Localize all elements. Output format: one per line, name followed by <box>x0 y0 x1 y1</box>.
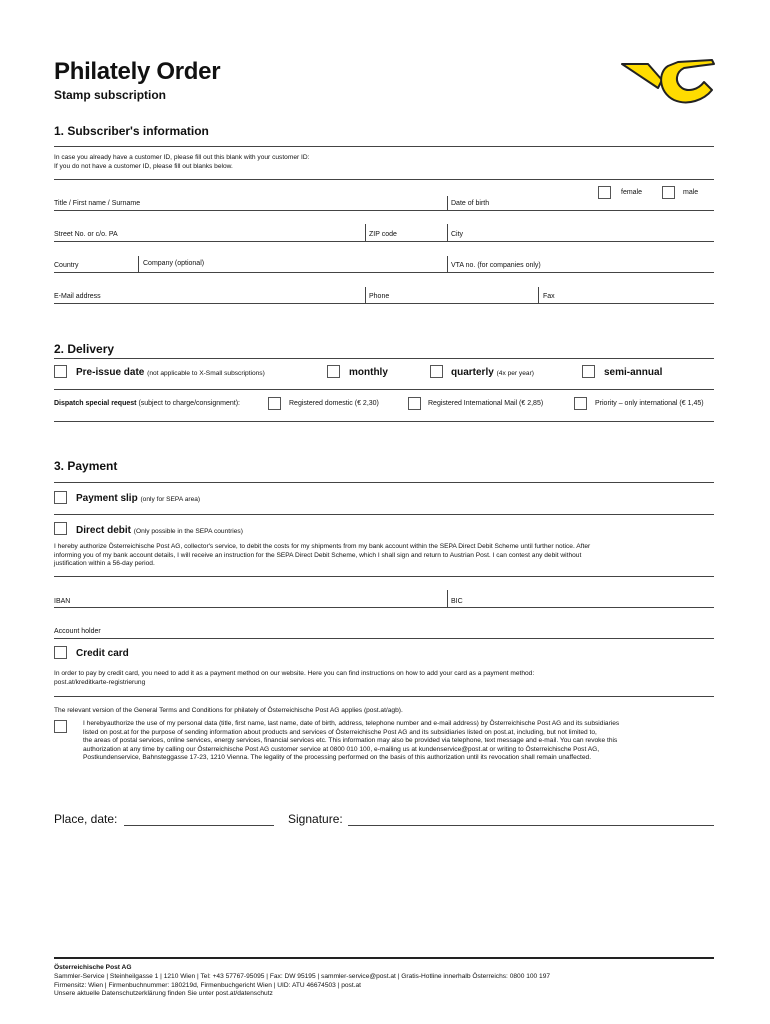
footer-company: Österreichische Post AG <box>54 964 132 971</box>
registered-domestic-label: Registered domestic (€ 2,30) <box>289 400 379 407</box>
post-horn-logo-icon <box>618 58 716 108</box>
country-label: Country <box>54 262 79 269</box>
signature-field[interactable] <box>348 825 714 826</box>
dob-label: Date of birth <box>451 200 490 207</box>
direct-debit-checkbox[interactable] <box>54 522 67 535</box>
preissue-checkbox[interactable] <box>54 365 67 378</box>
footer-line-3: Unsere aktuelle Datenschutzerklärung finden Sie unter post.at/datenschutz <box>54 990 273 998</box>
monthly-label: monthly <box>349 367 388 378</box>
intro-line-2: If you do not have a customer ID, please fill out blanks below. <box>54 163 233 170</box>
semiannual-checkbox[interactable] <box>582 365 595 378</box>
semiannual-label: semi-annual <box>604 367 663 378</box>
credit-card-checkbox[interactable] <box>54 646 67 659</box>
street-field[interactable] <box>54 241 714 242</box>
footer <box>54 964 724 999</box>
registered-international-label: Registered International Mail (€ 2,85) <box>428 400 544 407</box>
zip-label: ZIP code <box>369 231 397 238</box>
city-label: City <box>451 231 464 238</box>
street-label: Street No. or c/o. PA <box>54 231 118 238</box>
consent-checkbox[interactable] <box>54 720 67 733</box>
footer-line-2: Firmensitz: Wien | Firmenbuchnummer: 180219d, Firmenbuchgericht Wien | UID: ATU 46674503 | post.at <box>54 981 361 989</box>
registered-domestic-checkbox[interactable] <box>268 397 281 410</box>
customer-id-field[interactable] <box>54 179 714 180</box>
vta-label: VTA no. (for companies only) <box>451 262 541 269</box>
payment-slip-label: Payment slip (only for SEPA area) <box>76 493 201 504</box>
section-delivery-heading: 2. Delivery <box>54 342 115 356</box>
preissue-label: Pre-issue date (not applicable to X-Small subscriptions) <box>76 367 265 378</box>
quarterly-checkbox[interactable] <box>430 365 443 378</box>
male-checkbox[interactable] <box>662 186 675 199</box>
direct-debit-text: I hereby authorize Österreichische Post AG, collector's service, to debit the costs for my shipments from my bank account within the SEPA Direct Debit Scheme until further notice. After informing you of my bank account details, I will receive an instruction for the SEPA Direct Debit Scheme, which I shall sign and return to Austrian Post. I can contest any debit without justification within a 56-day period. <box>54 543 591 568</box>
male-label: male <box>683 189 699 196</box>
section-payment-heading: 3. Payment <box>54 459 118 473</box>
phone-label: Phone <box>369 293 390 300</box>
iban-field[interactable] <box>54 607 714 608</box>
direct-debit-label: Direct debit (Only possible in the SEPA countries) <box>76 525 243 536</box>
page-subtitle: Stamp subscription <box>54 88 167 102</box>
email-field[interactable] <box>54 303 714 304</box>
place-date-label: Place, date: <box>54 812 118 826</box>
country-field[interactable] <box>54 272 714 273</box>
place-date-field[interactable] <box>124 825 274 826</box>
payment-slip-checkbox[interactable] <box>54 491 67 504</box>
name-label: Title / First name / Surname <box>54 200 141 207</box>
page-title: Philately Order <box>54 58 221 85</box>
fax-label: Fax <box>543 293 555 300</box>
dispatch-label: Dispatch special request (subject to charge/consignment): <box>54 400 240 407</box>
intro-line-1: In case you already have a customer ID, please fill out this blank with your customer ID: <box>54 154 310 161</box>
registered-international-checkbox[interactable] <box>408 397 421 410</box>
female-label: female <box>621 189 643 196</box>
iban-label: IBAN <box>54 598 71 605</box>
footer-line-1: Sammler-Service | Steinheilgasse 1 | 1210 Wien | Tel: +43 57767-95095 | Fax: DW 95195 | sammler-service@post.at | Gratis-Hotline innerhalb Österreichs: 0800 100 197 <box>54 972 551 980</box>
bic-label: BIC <box>451 598 463 605</box>
name-field[interactable] <box>54 210 714 211</box>
monthly-checkbox[interactable] <box>327 365 340 378</box>
credit-card-text: In order to pay by credit card, you need to add it as a payment method on our website. Here you can find instructions on how to add your card as a payment method: post.at/kreditkarte-registrierung <box>54 670 535 686</box>
female-checkbox[interactable] <box>598 186 611 199</box>
holder-label: Account holder <box>54 628 101 635</box>
credit-card-label: Credit card <box>76 648 129 659</box>
priority-checkbox[interactable] <box>574 397 587 410</box>
divider <box>54 146 714 147</box>
signature-label: Signature: <box>288 812 343 826</box>
section-subscriber-heading: 1. Subscriber's information <box>54 124 209 138</box>
quarterly-label: quarterly (4x per year) <box>451 367 534 378</box>
consent-text: I herebyauthorize the use of my personal data (title, first name, last name, date of birth, address, telephone number and e-mail address) by Österreichische Post AG and its subsidiaries listed on post.at for the purpose of sending information about products and services of Österreichische Post AG and its subsidiaries listed on post.at, including, but not limited to, the areas of postal services, online services, energy services, financial services etc. This information may also be provided via telephone, text message and e-mail. You can revoke this authorization at any time by calling our Österreichische Post AG customer service at 0800 010 100, e-mailing us at kundenservice@post.at or writing to Österreichische Post AG, Postkundenservice, Bahnsteggasse 17-23, 1210 Vienna. The legality of the processing performed on the basis of this authorization until its revocation shall remain unaffected. <box>83 720 620 762</box>
terms-text: The relevant version of the General Terms and Conditions for philately of Österreichische Post AG applies (post.at/agb). <box>54 707 403 714</box>
priority-label: Priority – only international (€ 1,45) <box>595 400 704 407</box>
company-label: Company (optional) <box>143 260 205 267</box>
email-label: E-Mail address <box>54 293 101 300</box>
holder-field[interactable] <box>54 638 714 639</box>
